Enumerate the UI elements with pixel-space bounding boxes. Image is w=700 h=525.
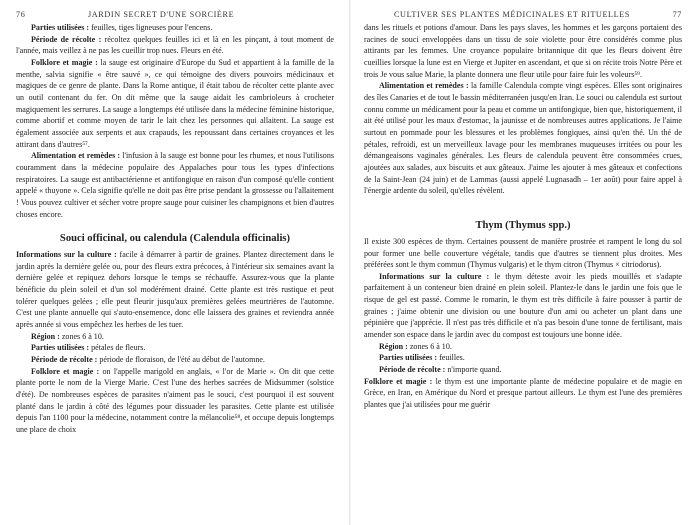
paragraph: Informations sur la culture : facile à démarrer à partir de graines. Plantez directement dans le jardin après la dernière gelée ou, pour des fleurs extra précoces, à l'intérieur six semaines avant la dernière gelée et repiquez dehors lorsque le temps se réchauffe. Assurez-vous que la plante bénéficie du plein soleil et d'un sol modérément drainé. Cette plante est très rustique et peut tolérer quelques gelées ; elle peut fleurir jusqu'aux premières gelées meurtrières de l'automne. C'est une plante annuelle qui s'auto-ensemence, donc elle laissera des graines et reviendra année après année si vous empêchez les herbes de les tuer. xyxy=(16,250,334,330)
paragraph: Parties utilisées : pétales de fleurs. xyxy=(31,343,146,353)
paragraph: Folklore et magie : on l'appelle marigold en anglais, « l'or de Marie ». On dit que cette plante porte le nom de la Vierge Marie. C'est l'une des herbes sacrées de Midsummer (solstice d'été). De nombreuses espèces de parasites n'aiment pas le souci, c'est pourquoi il est souvent planté dans le jardin à côté des légumes pour dissuader les parasites. Cette plante est utilisée depuis l'an 1100 pour la médecine, notamment contre la mélancolie⁵⁸, et occupe depuis longtemps une place de choix xyxy=(16,366,334,434)
left-bottom-paragraphs xyxy=(16,249,334,436)
left-running-title: JARDIN SECRET D'UNE SORCIÈRE xyxy=(88,10,235,19)
paragraph: Folklore et magie : le thym est une importante plante de médecine populaire et de magie en Grèce, en Iran, en Amérique du Nord et presque partout ailleurs. Le thym est l'une des premières plantes que j'ai utilisées pour me guérir xyxy=(364,376,682,410)
book-gutter xyxy=(349,0,351,525)
paragraph: Région : zones 6 à 10. xyxy=(31,331,104,341)
right-page-header xyxy=(364,0,682,22)
right-bottom-paragraphs xyxy=(364,236,682,411)
right-top-paragraphs xyxy=(364,22,682,197)
paragraph: Il existe 300 espèces de thym. Certaines poussent de manière prostrée et rampent le long du sol pour former une belle couverture végétale, tandis que d'autres se tiennent plus droites. Mes préférées sont le thym commun (Thymus vulgaris) et le thym citron (Thymus × citriodorus). xyxy=(364,236,682,270)
left-page xyxy=(16,0,334,525)
paragraph: Période de récolte : période de floraison, de l'été au début de l'automne. xyxy=(31,355,265,365)
paragraph: Période de récolte : n'importe quand. xyxy=(379,365,502,375)
paragraph: Alimentation et remèdes : la famille Calendula compte vingt espèces. Elles sont originaires des îles Canaries et de tout le bassin méditerranéen jusqu'en Iran. Le souci ou calendula est surtout connu comme un médicament pour la peau et comme un antifongique, bien que, historiquement, il ait été utilisé pour les maux d'estomac, la jaunisse et de nombreuses autres applications. Je l'aime surtout en pommade pour les blessures et les problèmes fongiques, ainsi qu'en thé. Un thé de pétales, refroidi, est un merveilleux lavage pour les membranes muqueuses irritées ou pour les démangeaisons vaginales générales. Les fleurs de calendula peuvent être consommées crues, ajoutées aux salades, aux biscuits et aux gâteaux. J'aime les ajouter à mes gâteaux et confections de la Saint-Jean (24 juin) et de Lammas (aussi appelé Lugnasadh – 1er août) pour faire appel à l'énergie ardente du soleil, qu'elles révèlent. xyxy=(364,81,682,196)
paragraph: Folklore et magie : la sauge est originaire d'Europe du Sud et appartient à la famille de la menthe, salvia signifie « être sauvé », ce qui témoigne des divers pouvoirs médicinaux et magiques de ce genre de plante. Dans la Rome antique, il était tabou de récolter cette plante avec un outil contenant du fer. On dit même que la sauge aidait les cambrioleurs à crocheter magiquement les serrures. La sauge a longtemps été utilisée dans la médecine féminine historique, comme abortif et comme moyen de tarir le lait chez les personnes qui allaitent. La sauge est également associée aux serpents et aux crapauds, les repoussant dans certaines croyances et les attirant dans d'autres⁵⁷. xyxy=(16,57,334,149)
paragraph: Région : zones 6 à 10. xyxy=(379,341,452,351)
paragraph: Période de récolte : récoltez quelques feuilles ici et là en les pinçant, à tout moment de l'année, mais veillez à ne pas les cueillir trop nues. Fleurs en été. xyxy=(16,34,334,56)
left-top-paragraphs xyxy=(16,22,334,220)
paragraph: Informations sur la culture : le thym déteste avoir les pieds mouillés et s'adapte parfaitement à un conteneur bien drainé en plein soleil. Plantez-le dans le jardin une fois que le risque de gel est passé. Comme le romarin, le thym est très difficile à faire pousser à partir de graines ; j'aime obtenir une division ou une bouture d'un ami ou acheter un plant dans une pépinière que j'apprécie. Il n'est pas très difficile et n'a pas besoin d'une tonne de fertilisant, mais amender son espace dans le jardin avec du compost est toujours une bonne idée. xyxy=(364,271,682,340)
paragraph: Parties utilisées : feuilles, tiges ligneuses pour l'encens. xyxy=(31,23,213,32)
paragraph: Alimentation et remèdes : l'infusion à la sauge est bonne pour les rhumes, et nous l'utilisons couramment dans la médecine populaire des Appalaches pour tous les types d'infections respiratoires. La sauge est antibactérienne et antifongique en raison d'un composé qu'elle contient appelé « thuyone ». Cela signifie qu'elle ne doit pas être prise pendant la grossesse ou l'allaitement ! Vous pouvez cultiver et sécher votre propre sauge pour cuisiner les champignons et bien d'autres choses encore. xyxy=(16,151,334,219)
left-page-number: 76 xyxy=(16,10,26,19)
right-page-number: 77 xyxy=(672,10,682,19)
paragraph: dans les rituels et potions d'amour. Dans les pays slaves, les hommes et les garçons portaient des racines de souci enveloppées dans un tissu de soie violette pour être considérés comme plus attirants par les femmes. Une croyance populaire britannique dit que les fleurs doivent être cueillies lorsque la lune est en Vierge et Jupiter en ascendant, et que si on récite trois Notre Père et trois Je vous salue Marie, la plante donnera une fleur utile pour faire fuir les voleurs⁵⁹. xyxy=(364,23,682,79)
paragraph: Parties utilisées : feuilles. xyxy=(379,353,465,363)
right-running-title: CULTIVER SES PLANTES MÉDICINALES ET RITUELLES xyxy=(394,10,631,19)
section-title-thyme: Thym (Thymus spp.) xyxy=(475,219,571,231)
section-title-calendula: Souci officinal, ou calendula (Calendula officinalis) xyxy=(59,233,291,245)
right-page xyxy=(364,0,682,525)
left-page-header xyxy=(16,0,334,22)
